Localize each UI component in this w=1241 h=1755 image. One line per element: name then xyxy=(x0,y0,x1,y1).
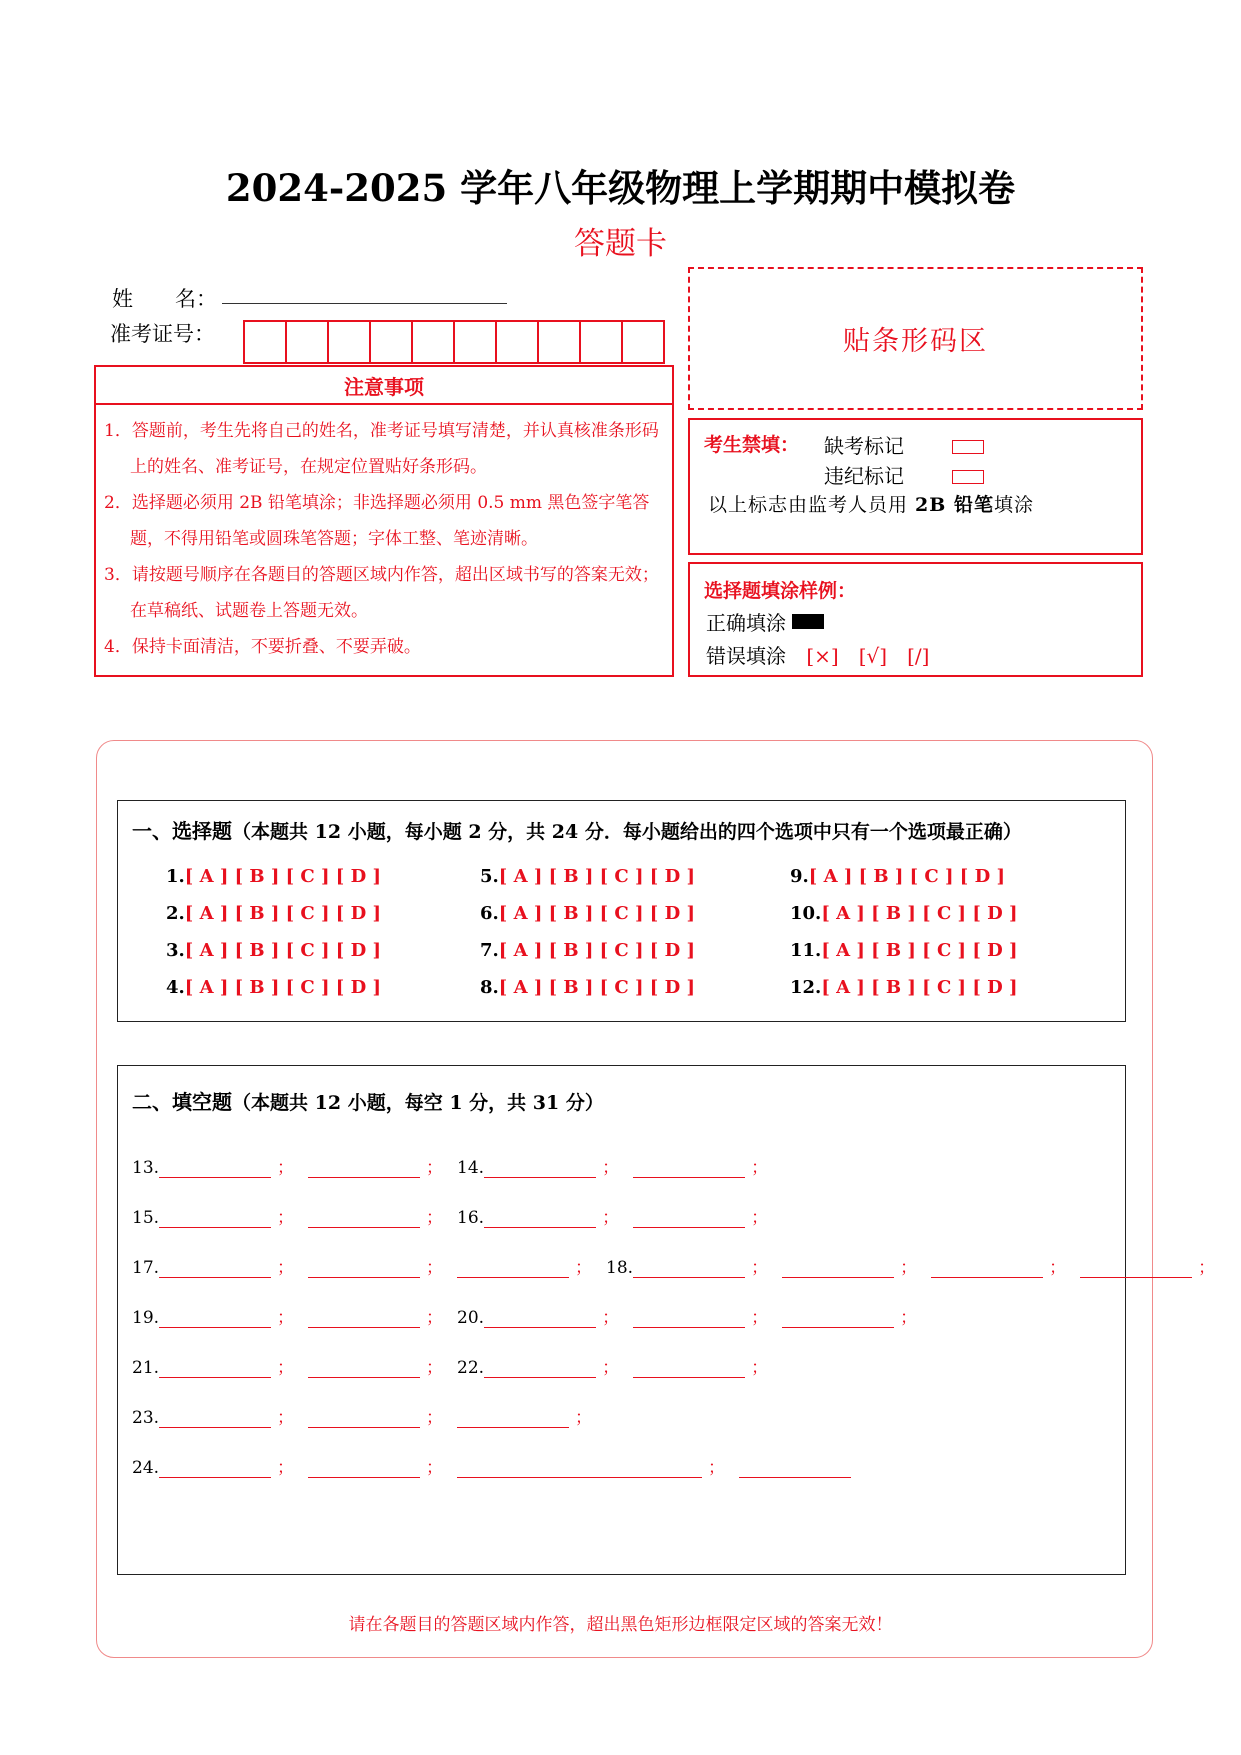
wrong-label: 错误填涂 xyxy=(706,644,786,668)
id-digit-box[interactable] xyxy=(497,322,539,362)
fill-row xyxy=(132,1203,782,1228)
id-digit-box[interactable] xyxy=(329,322,371,362)
separator: ； xyxy=(1049,1258,1067,1278)
question-number: 10. xyxy=(790,903,822,924)
answer-blank[interactable] xyxy=(739,1459,851,1478)
separator: ； xyxy=(277,1208,295,1228)
barcode-label: 贴条形码区 xyxy=(843,326,988,357)
question-number: 22. xyxy=(457,1358,485,1378)
question-number: 11. xyxy=(790,940,822,961)
fill-row xyxy=(132,1303,931,1328)
answer-blank[interactable] xyxy=(633,1209,745,1228)
mcq-item[interactable] xyxy=(480,866,695,887)
answer-blank[interactable] xyxy=(159,1359,271,1378)
desc: （本题共 xyxy=(232,1092,315,1114)
question-number: 23. xyxy=(132,1408,160,1428)
separator: ； xyxy=(426,1258,444,1278)
note-suffix: 填涂 xyxy=(993,494,1034,516)
answer-blank[interactable] xyxy=(782,1259,894,1278)
desc-number: 12 xyxy=(314,1092,342,1114)
separator: ； xyxy=(602,1308,620,1328)
notice-item: 1．答题前，考生先将自己的姓名，准考证号填写清楚，并认真核准条形码上的姓名、准考证号，在规定位置贴好条形码。 xyxy=(104,421,659,477)
question-number: 15. xyxy=(132,1208,160,1228)
answer-blank[interactable] xyxy=(308,1259,420,1278)
mcq-options[interactable]: [ A ] [ B ] [ C ] [ D ] xyxy=(821,940,1018,961)
note-bold: 2B 铅笔 xyxy=(915,494,994,516)
separator: ； xyxy=(277,1258,295,1278)
question-number: 24. xyxy=(132,1458,160,1478)
id-digit-box[interactable] xyxy=(413,322,455,362)
desc: 小题，每空 xyxy=(341,1092,450,1114)
answer-blank[interactable] xyxy=(308,1159,420,1178)
notice-item: 2．选择题必须用 2B 铅笔填涂；非选择题必须用 0.5 mm 黑色签字笔答题，不得用铅笔或圆珠笔答题；字体工整、笔迹清晰。 xyxy=(104,493,650,549)
answer-blank[interactable] xyxy=(1080,1259,1192,1278)
answer-blank[interactable] xyxy=(308,1309,420,1328)
question-number: 21. xyxy=(132,1358,160,1378)
question-number: 13. xyxy=(132,1158,160,1178)
answer-blank[interactable] xyxy=(159,1159,271,1178)
separator: ； xyxy=(426,1308,444,1328)
question-number: 1. xyxy=(166,866,185,887)
question-number: 7. xyxy=(480,940,499,961)
name-field[interactable] xyxy=(222,303,507,304)
mcq-options[interactable]: [ A ] [ B ] [ C ] [ D ] xyxy=(184,940,381,961)
answer-blank[interactable] xyxy=(308,1409,420,1428)
answer-blank[interactable] xyxy=(159,1309,271,1328)
question-number: 14. xyxy=(457,1158,485,1178)
separator: ； xyxy=(602,1158,620,1178)
desc: 分．每小题给出的四个选项中只有一个选项最正确） xyxy=(578,821,1022,843)
mcq-item[interactable] xyxy=(166,940,381,961)
id-digit-box[interactable] xyxy=(455,322,497,362)
sample-label: 选择题填涂样例： xyxy=(704,580,857,602)
separator: ； xyxy=(751,1158,769,1178)
footer-note: 请在各题目的答题区域内作答，超出黑色矩形边框限定区域的答案无效！ xyxy=(348,1615,893,1635)
answer-blank[interactable] xyxy=(633,1159,745,1178)
separator: ； xyxy=(751,1208,769,1228)
id-label: 准考证号： xyxy=(110,322,215,346)
fill-row xyxy=(132,1403,606,1428)
separator: ； xyxy=(277,1458,295,1478)
answer-blank[interactable] xyxy=(457,1259,569,1278)
violation-mark-box[interactable] xyxy=(952,470,984,484)
mcq-item[interactable] xyxy=(480,977,695,998)
mcq-options[interactable]: [ A ] [ B ] [ C ] [ D ] xyxy=(808,866,1005,887)
notice-item: 3．请按题号顺序在各题目的答题区域内作答，超出区域书写的答案无效；在草稿纸、试题卷上答题无效。 xyxy=(104,565,659,621)
separator: ； xyxy=(426,1358,444,1378)
desc: 分，共 xyxy=(481,821,552,843)
desc-number: 12 xyxy=(314,821,342,843)
question-number: 17. xyxy=(132,1258,160,1278)
answer-blank[interactable] xyxy=(159,1459,271,1478)
question-number: 12. xyxy=(790,977,822,998)
name-label: 姓 名： xyxy=(112,287,217,311)
filled-mark-icon xyxy=(792,614,824,629)
page-subtitle: 答题卡 xyxy=(574,226,667,262)
answer-blank[interactable] xyxy=(159,1259,271,1278)
answer-blank[interactable] xyxy=(633,1259,745,1278)
answer-blank[interactable] xyxy=(308,1209,420,1228)
mcq-item[interactable] xyxy=(480,940,695,961)
separator: ； xyxy=(426,1458,444,1478)
section-choice xyxy=(117,800,1126,1022)
desc-number: 31 xyxy=(532,1092,560,1114)
fill-row xyxy=(132,1453,851,1478)
separator: ； xyxy=(708,1458,726,1478)
forbidden-label: 考生禁填： xyxy=(704,434,800,456)
id-digit-box[interactable] xyxy=(245,322,287,362)
mcq-item[interactable] xyxy=(166,977,381,998)
fill-row xyxy=(132,1353,782,1378)
id-digit-box[interactable] xyxy=(287,322,329,362)
answer-blank[interactable] xyxy=(484,1209,596,1228)
sample-box xyxy=(688,562,1143,677)
answer-blank[interactable] xyxy=(633,1309,745,1328)
mcq-options[interactable]: [ A ] [ B ] [ C ] [ D ] xyxy=(498,903,695,924)
answer-blank[interactable] xyxy=(159,1209,271,1228)
answer-blank[interactable] xyxy=(633,1359,745,1378)
notice-list xyxy=(94,405,674,677)
answer-blank[interactable] xyxy=(484,1159,596,1178)
forbidden-note xyxy=(708,490,1034,517)
barcode-area xyxy=(688,267,1143,410)
page-title: 2024-2025 学年八年级物理上学期期中模拟卷 xyxy=(225,166,1016,210)
section-fill xyxy=(117,1065,1216,1575)
answer-blank[interactable] xyxy=(308,1459,420,1478)
answer-blank[interactable] xyxy=(931,1259,1043,1278)
question-number: 8. xyxy=(480,977,499,998)
answer-blank[interactable] xyxy=(457,1459,702,1478)
absent-label: 缺考标记 xyxy=(824,434,904,458)
mcq-options[interactable]: [ A ] [ B ] [ C ] [ D ] xyxy=(498,940,695,961)
notice-heading: 注意事项 xyxy=(94,365,674,405)
mcq-options[interactable]: [ A ] [ B ] [ C ] [ D ] xyxy=(821,977,1018,998)
mcq-item[interactable] xyxy=(790,977,1018,998)
separator: ； xyxy=(602,1208,620,1228)
id-number-boxes[interactable] xyxy=(243,320,665,364)
id-digit-box[interactable] xyxy=(581,322,623,362)
answer-blank[interactable] xyxy=(308,1359,420,1378)
mcq-options[interactable]: [ A ] [ B ] [ C ] [ D ] xyxy=(821,903,1018,924)
question-number: 18. xyxy=(606,1258,634,1278)
absent-mark-box[interactable] xyxy=(952,440,984,454)
mcq-options[interactable]: [ A ] [ B ] [ C ] [ D ] xyxy=(184,866,381,887)
desc: 分，共 xyxy=(462,1092,533,1114)
separator: ； xyxy=(277,1408,295,1428)
sample-wrong xyxy=(706,640,929,669)
answer-blank[interactable] xyxy=(782,1309,894,1328)
question-number: 4. xyxy=(166,977,185,998)
mcq-item[interactable] xyxy=(480,903,695,924)
answer-blank[interactable] xyxy=(457,1409,569,1428)
note-prefix: 以上标志由监考人员用 xyxy=(708,494,916,516)
question-number: 19. xyxy=(132,1308,160,1328)
separator: ； xyxy=(426,1158,444,1178)
separator: ； xyxy=(277,1358,295,1378)
mcq-options[interactable]: [ A ] [ B ] [ C ] [ D ] xyxy=(498,866,695,887)
separator: ； xyxy=(1198,1258,1216,1278)
mcq-options[interactable]: [ A ] [ B ] [ C ] [ D ] xyxy=(184,977,381,998)
mcq-item[interactable] xyxy=(790,866,1005,887)
question-number: 2. xyxy=(166,903,185,924)
mcq-item[interactable] xyxy=(166,903,381,924)
section-fill-title xyxy=(132,1086,604,1115)
separator: ； xyxy=(751,1358,769,1378)
separator: ； xyxy=(575,1258,593,1278)
mcq-item[interactable] xyxy=(790,940,1018,961)
question-number: 6. xyxy=(480,903,499,924)
separator: ； xyxy=(900,1308,918,1328)
separator: ； xyxy=(277,1158,295,1178)
section-choice-title xyxy=(132,815,1022,844)
separator: ； xyxy=(277,1308,295,1328)
question-number: 9. xyxy=(790,866,809,887)
mcq-item[interactable] xyxy=(790,903,1018,924)
desc-number: 1 xyxy=(449,1092,463,1114)
correct-label: 正确填涂 xyxy=(706,611,786,635)
wrong-marks: [×] [√] [/] xyxy=(806,644,930,668)
desc-number: 24 xyxy=(551,821,579,843)
id-digit-box[interactable] xyxy=(623,322,663,362)
question-number: 5. xyxy=(480,866,499,887)
separator: ； xyxy=(751,1258,769,1278)
violation-label: 违纪标记 xyxy=(824,464,904,488)
separator: ； xyxy=(426,1208,444,1228)
desc: 分） xyxy=(559,1092,604,1114)
answer-blank[interactable] xyxy=(484,1359,596,1378)
sample-correct xyxy=(706,607,824,636)
desc-number: 2 xyxy=(468,821,482,843)
separator: ； xyxy=(575,1408,593,1428)
section-title: 二、填空题 xyxy=(132,1090,232,1114)
question-number: 16. xyxy=(457,1208,485,1228)
separator: ； xyxy=(602,1358,620,1378)
separator: ； xyxy=(900,1258,918,1278)
question-number: 3. xyxy=(166,940,185,961)
desc: 小题，每小题 xyxy=(341,821,469,843)
separator: ； xyxy=(751,1308,769,1328)
id-digit-box[interactable] xyxy=(371,322,413,362)
answer-blank[interactable] xyxy=(159,1409,271,1428)
section-title: 一、选择题 xyxy=(132,819,232,843)
fill-row xyxy=(132,1153,782,1178)
id-digit-box[interactable] xyxy=(539,322,581,362)
question-number: 20. xyxy=(457,1308,485,1328)
answer-blank[interactable] xyxy=(484,1309,596,1328)
notice-item: 4．保持卡面清洁，不要折叠、不要弄破。 xyxy=(104,637,421,657)
separator: ； xyxy=(426,1408,444,1428)
forbidden-box xyxy=(688,418,1143,555)
desc: （本题共 xyxy=(232,821,315,843)
fill-row xyxy=(132,1253,1229,1278)
mcq-options[interactable]: [ A ] [ B ] [ C ] [ D ] xyxy=(498,977,695,998)
mcq-item[interactable] xyxy=(166,866,381,887)
mcq-options[interactable]: [ A ] [ B ] [ C ] [ D ] xyxy=(184,903,381,924)
